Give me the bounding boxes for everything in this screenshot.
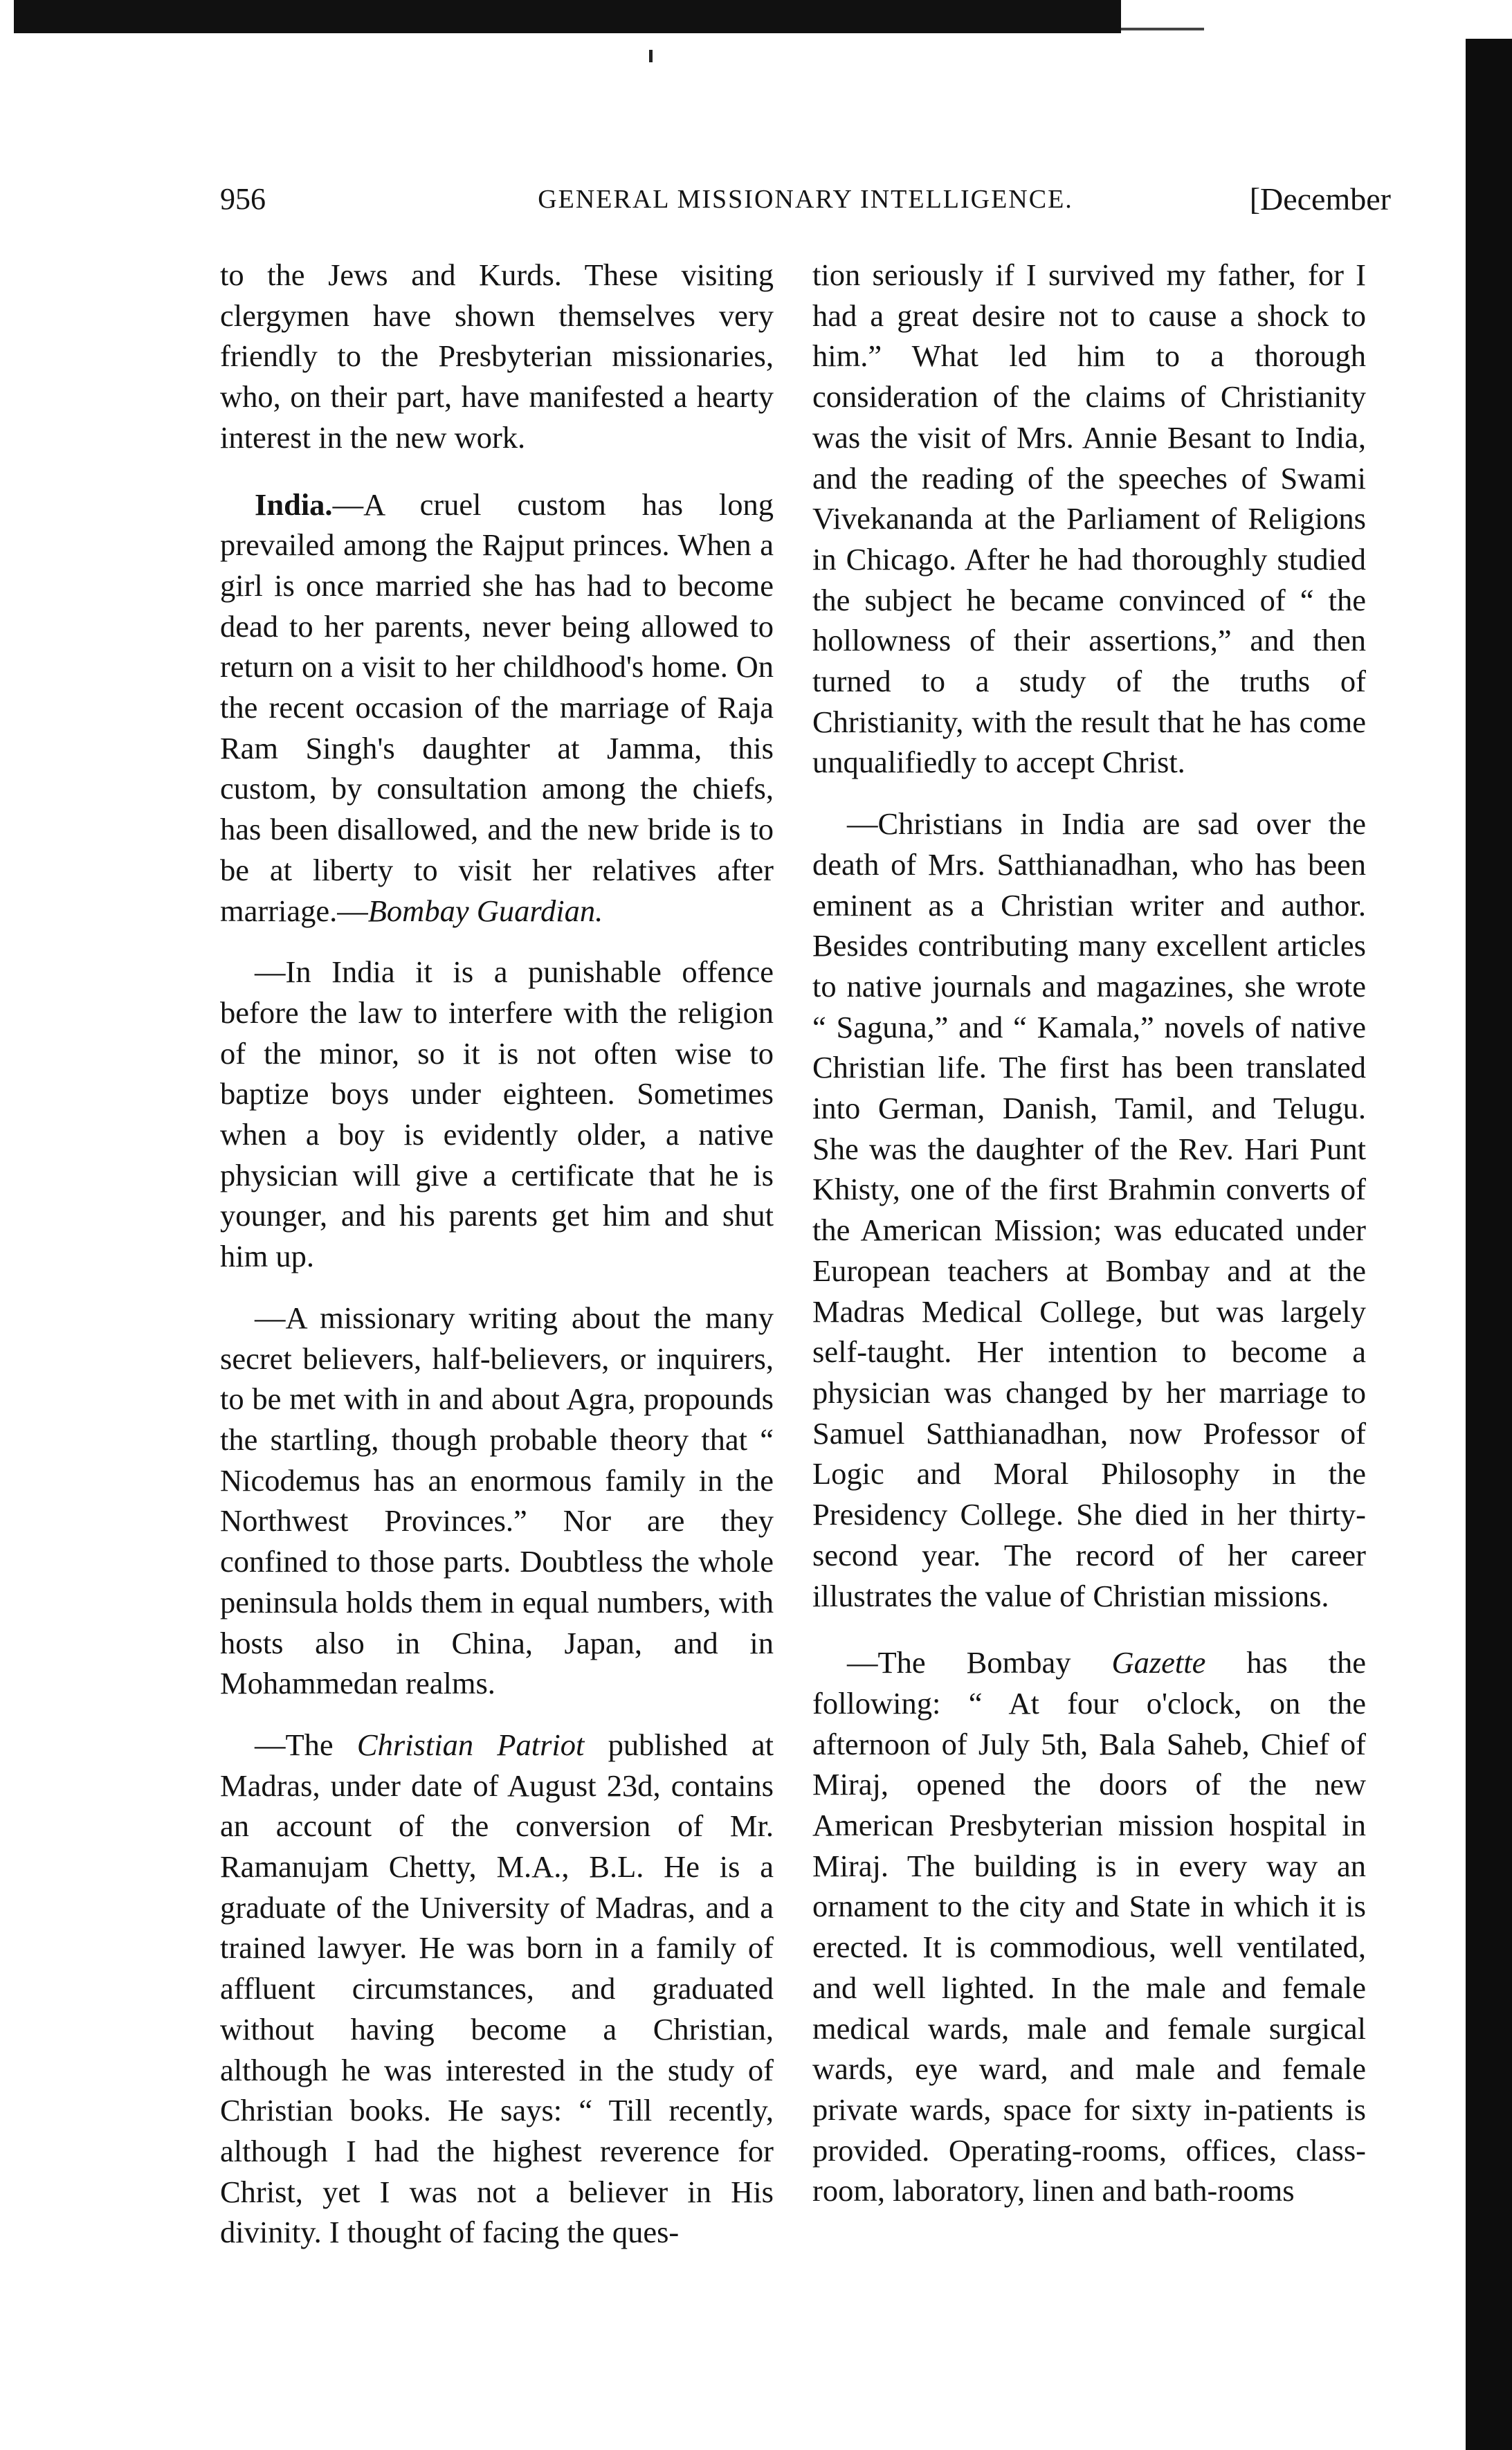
scan-edge-right: [1466, 39, 1512, 2450]
left-column: [220, 255, 774, 2253]
miraj-pre: —The Bombay: [847, 1645, 1112, 1680]
christian-patriot-pre: —The: [255, 1727, 357, 1762]
paragraph-conversion-cont: tion seriously if I survived my father, for I had a great desire not to cause a shock to him.” What led him to a thorough consideration of the claims of Christianity was the visit of Mrs. Annie Besant to India, and the reading of the speeches of Swami Vivekananda at the Parliament of Religions in Chicago. After he had thoroughly studied the subject he became convinced of “ the hollowness of their assertions,” and then turned to a study of the truths of Christianity, with the result that he has come unqualifiedly to accept Christ.: [812, 257, 1366, 780]
miraj-paper-title: Gazette: [1111, 1645, 1206, 1680]
scan-speck: [649, 50, 653, 62]
running-title: GENERAL MISSIONARY INTELLIGENCE.: [538, 185, 1073, 214]
page-header: [220, 179, 1391, 220]
paragraph-christian-patriot: [220, 1725, 774, 2253]
paragraph-satthianadhan: —Christians in India are sad over the death of Mrs. Satthianadhan, who has been eminent as a Christian writer and author. Besides contributing many excellent articles to native journals and magazines, she wrote “ Saguna,” and “ Kamala,” novels of native Christian life. The first has been translated into German, Danish, Tamil, and Telugu. She was the daughter of the Rev. Hari Punt Khisty, one of the first Brahmin converts of the American Mission; was educated under European teachers at Bombay and at the Madras Medical College, but was largely self-taught. Her intention to become a physician was changed by her marriage to Samuel Satthianadhan, now Professor of Logic and Moral Philosophy in the Presidency College. She died in her thirty-second year. The record of her career illustrates the value of Christian missions.: [812, 806, 1366, 1613]
india-custom-text: —A cruel custom has long prevailed among the Rajput princes. When a girl is once married she has had to become dead to her parents, never being allowed to return on a visit to her childhood's home. On the recent occasion of the marriage of Raja Ram Singh's daughter at Jamma, this custom, by consultation among the chiefs, has been disallowed, and the new bride is to be at liberty to visit her relatives after marriage.—: [220, 487, 774, 928]
paragraph-kurds: to the Jews and Kurds. These visiting clergymen have shown themselves very friendly to the Presbyterian missionaries, who, on their part, have manifested a hearty interest in the new work.: [220, 257, 774, 455]
running-month: [December: [1249, 181, 1391, 217]
christian-patriot-title: Christian Patriot: [356, 1727, 585, 1762]
section-lead-india: India.: [255, 487, 333, 522]
paragraph-minor-law: —In India it is a punishable offence before the law to interfere with the religion of the minor, so it is not often wise to baptize boys under eighteen. Sometimes when a boy is evidently older, a native physician will give a certificate that he is younger, and his parents get him and shut him up.: [220, 954, 774, 1274]
miraj-text: has the following: “ At four o'clock, on the afternoon of July 5th, Bala Saheb, Chief of Miraj, opened the doors of the new American Presbyterian mission hospital in Miraj. The building is in every way an ornament to the city and State in which it is erected. It is commodious, well ventilated, and well lighted. In the male and female medical wards, male and female surgical wards, eye ward, and male and female private wards, space for sixty in-patients is provided. Operating-rooms, offices, class-room, laboratory, linen and bath-rooms: [812, 1645, 1367, 2208]
scan-edge-top: [14, 0, 1121, 33]
page-number: 956: [220, 182, 266, 216]
scan-edge-top-tail: [1121, 28, 1204, 30]
paragraph-india-custom: [220, 484, 774, 932]
india-custom-source: Bombay Guardian.: [367, 893, 603, 928]
paragraph-secret-believers: —A missionary writing about the many secret believers, half-believers, or inquirers, to be met with in and about Agra, propounds the startling, though probable theory that “ Nicodemus has an enormous family in the Northwest Provinces.” Nor are they confined to those parts. Doubtless the whole peninsula holds them in equal numbers, with hosts also in China, Japan, and in Mohammedan realms.: [220, 1300, 774, 1701]
paragraph-miraj-hospital: [812, 1642, 1366, 2211]
right-column: [812, 255, 1366, 2211]
christian-patriot-text: published at Madras, under date of August 23d, contains an account of the conversion of Mr. Ramanujam Chetty, M.A., B.L. He is a graduate of the University of Madras, and a trained lawyer. He was born in a family of affluent circumstances, and graduated without having become a Christian, although he was interested in the study of Christian books. He says: “ Till recently, although I had the highest reverence for Christ, yet I was not a believer in His divinity. I thought of facing the ques-: [220, 1727, 774, 2250]
